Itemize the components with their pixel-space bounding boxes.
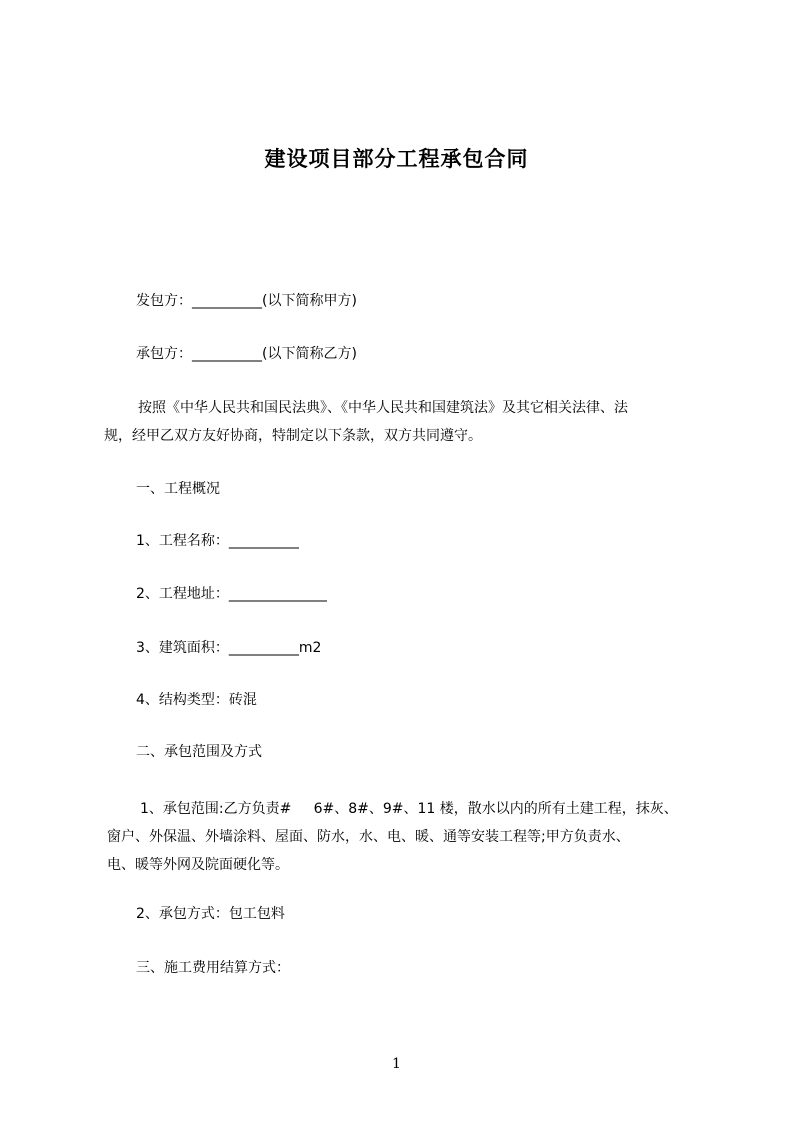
intro-paragraph <box>138 394 738 422</box>
page-number: 1 <box>392 1056 401 1072</box>
section-1-heading: 一、工程概况 <box>136 481 220 497</box>
scope-paragraph <box>140 795 740 823</box>
intro-line-2: 规，经甲乙双方友好协商，特制定以下条款，双方共同遵守。 <box>104 428 482 444</box>
project-address-line: 2、工程地址：______________ <box>136 586 327 602</box>
scope-line-3: 电、暖等外网及院面硬化等。 <box>107 857 289 873</box>
scope-line-1: 1、承包范围:乙方负责# 6#、8#、9#、11 楼，散水以内的所有土建工程，抹灰、 <box>140 801 678 817</box>
section-2-heading: 二、承包范围及方式 <box>136 744 262 760</box>
document-title: 建设项目部分工程承包合同 <box>264 147 529 171</box>
project-name-line: 1、工程名称：__________ <box>136 533 299 549</box>
contract-method-line: 2、承包方式：包工包料 <box>136 906 285 922</box>
scope-paragraph-continued <box>107 823 707 879</box>
party-b-line: 承包方：__________(以下简称乙方) <box>136 346 357 362</box>
building-area-line: 3、建筑面积：__________m2 <box>136 640 322 656</box>
intro-paragraph-continued <box>104 422 704 450</box>
section-3-heading: 三、施工费用结算方式： <box>136 960 290 976</box>
scope-line-2: 窗户、外保温、外墙涂料、屋面、防水，水、电、暖、通等安装工程等;甲方负责水、 <box>107 829 630 845</box>
party-a-line: 发包方：__________(以下简称甲方) <box>136 293 357 309</box>
intro-line-1: 按照《中华人民共和国民法典》、《中华人民共和国建筑法》及其它相关法律、法 <box>138 400 628 416</box>
structure-type-line: 4、结构类型：砖混 <box>136 692 257 708</box>
